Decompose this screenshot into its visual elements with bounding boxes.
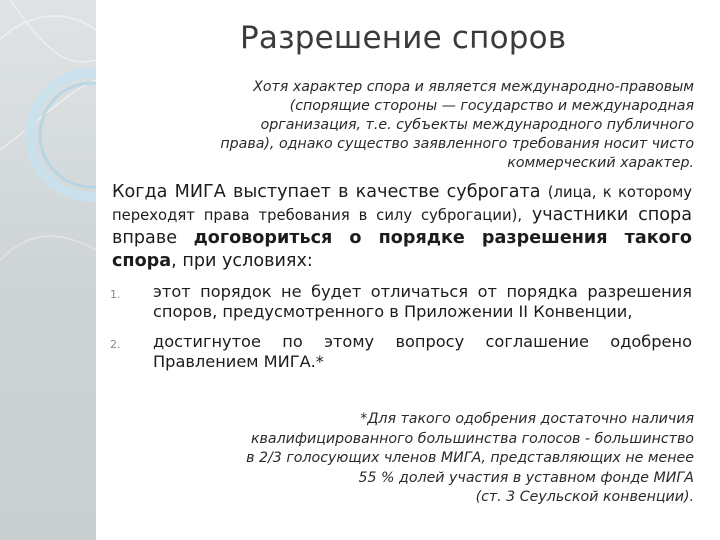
intro-line: коммерческий характер. [507,155,694,171]
decorative-sidebar [0,0,96,540]
footnote-line: 55 % долей участия в уставном фонде МИГА [358,469,694,486]
conditions-list [110,282,692,382]
footnote-line: *Для такого одобрения достаточно наличия [360,411,694,427]
list-item-number: 1. [110,288,121,301]
footnote [154,410,694,508]
list-item [110,332,692,372]
main-text-part: Когда МИГА выступает в качестве суброгата [112,182,548,202]
intro-line: организация, т.е. субъекты международного публичного [260,117,694,133]
list-item [110,282,692,322]
list-item-text: этот порядок не будет отличаться от порядка разрешения споров, предусмотренного в Приложении II Конвенции, [153,282,692,321]
decorative-swirl-graphic [0,0,96,540]
main-text-emphasis: договориться о порядке разрешения такого спора [112,228,693,271]
list-item-number: 2. [110,338,121,351]
main-text-part: участники спора вправе [112,205,692,248]
intro-line: права), однако существо заявленного требования носит чисто [220,136,694,152]
list-item-text: достигнутое по этому вопросу соглашение одобрено Правлением МИГА.* [153,332,692,371]
main-text-part: , при условиях: [171,251,313,271]
intro-paragraph [174,78,694,173]
intro-line: (спорящие стороны — государство и международная [289,98,694,114]
footnote-line: в 2/3 голосующих членов МИГА, представляющих не менее [246,450,694,466]
footnote-line: квалифицированного большинства голосов - большинство [250,430,694,447]
page-title: Разрешение споров [240,20,567,56]
main-paragraph [112,181,692,273]
footnote-line: (ст. 3 Сеульской конвенции). [475,489,694,505]
main-text-parenthetical: (лица, к которому переходят права требования в силу суброгации), [112,184,693,224]
intro-line: Хотя характер спора и является международно-правовым [253,79,694,95]
